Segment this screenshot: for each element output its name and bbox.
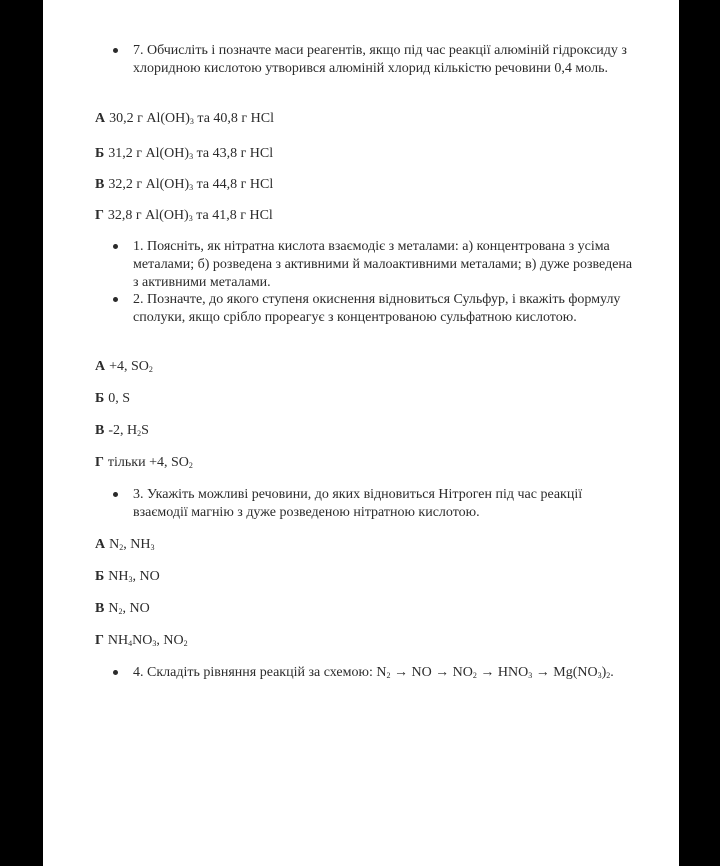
question-4-text: 4. Складіть рівняння реакцій за схемою: $N_2$ → NO → $NO_2 \to HNO_3 \to Mg(NO_3)_2$. xyxy=(133,665,614,680)
q7-option-a: А 30,2 г $Al(OH)_3$ та 40,8 г HCl xyxy=(95,111,275,126)
question-2-text: 2. Позначте, до якого ступеня окиснення відновиться Сульфур, і вкажіть формулу сполуки, якщо срібло прореагує з концентрованою сульфатною кислотою. xyxy=(133,292,621,325)
question-2 xyxy=(113,291,633,327)
bullet-icon xyxy=(113,48,118,53)
question-1 xyxy=(113,238,633,292)
question-7-text: 7. Обчисліть і позначте маси реагентів, якщо під час реакції алюміній гідроксиду з хлоридною кислотою утворився алюміній хлорид кількістю речовини 0,4 моль. xyxy=(133,43,627,76)
q7-option-d: Г 32,8 г $Al(OH)_3$ та 41,8 г HCl xyxy=(95,208,273,223)
document-page xyxy=(43,0,679,866)
q2-option-a: А +4, $SO_2$ xyxy=(95,359,153,374)
q2-option-b: Б 0, S xyxy=(95,391,131,406)
question-3-text: 3. Укажіть можливі речовини, до яких відновиться Нітроген під час реакції взаємодії магнію з дуже розведеною нітратною кислотою. xyxy=(133,487,583,520)
question-7 xyxy=(113,42,633,78)
q3-option-a: А $N_2$, $NH_3$ xyxy=(95,537,155,552)
q3-option-b: Б $NH_3$, NO xyxy=(95,569,160,584)
q3-option-c: В $N_2$, NO xyxy=(95,601,150,616)
q7-option-b: Б 31,2 г $Al(OH)_3$ та 43,8 г HCl xyxy=(95,146,274,161)
bullet-icon xyxy=(113,670,118,675)
bullet-icon xyxy=(113,492,118,497)
bullet-icon xyxy=(113,244,118,249)
question-3 xyxy=(113,486,633,522)
question-4 xyxy=(113,664,633,682)
q3-option-d: Г $NH_4NO_3$, $NO_2$ xyxy=(95,633,188,648)
question-1-text: 1. Поясніть, як нітратна кислота взаємодіє з металами: а) концентрована з усіма металами; б) розведена з активними й малоактивними металами; в) дуже розведена з активними металами. xyxy=(133,239,633,290)
q7-option-c: В 32,2 г $Al(OH)_3$ та 44,8 г HCl xyxy=(95,177,274,192)
q2-option-c: В -2, $H_2S$ xyxy=(95,423,149,438)
bullet-icon xyxy=(113,297,118,302)
q2-option-d: Г тільки +4, $SO_2$ xyxy=(95,455,193,470)
